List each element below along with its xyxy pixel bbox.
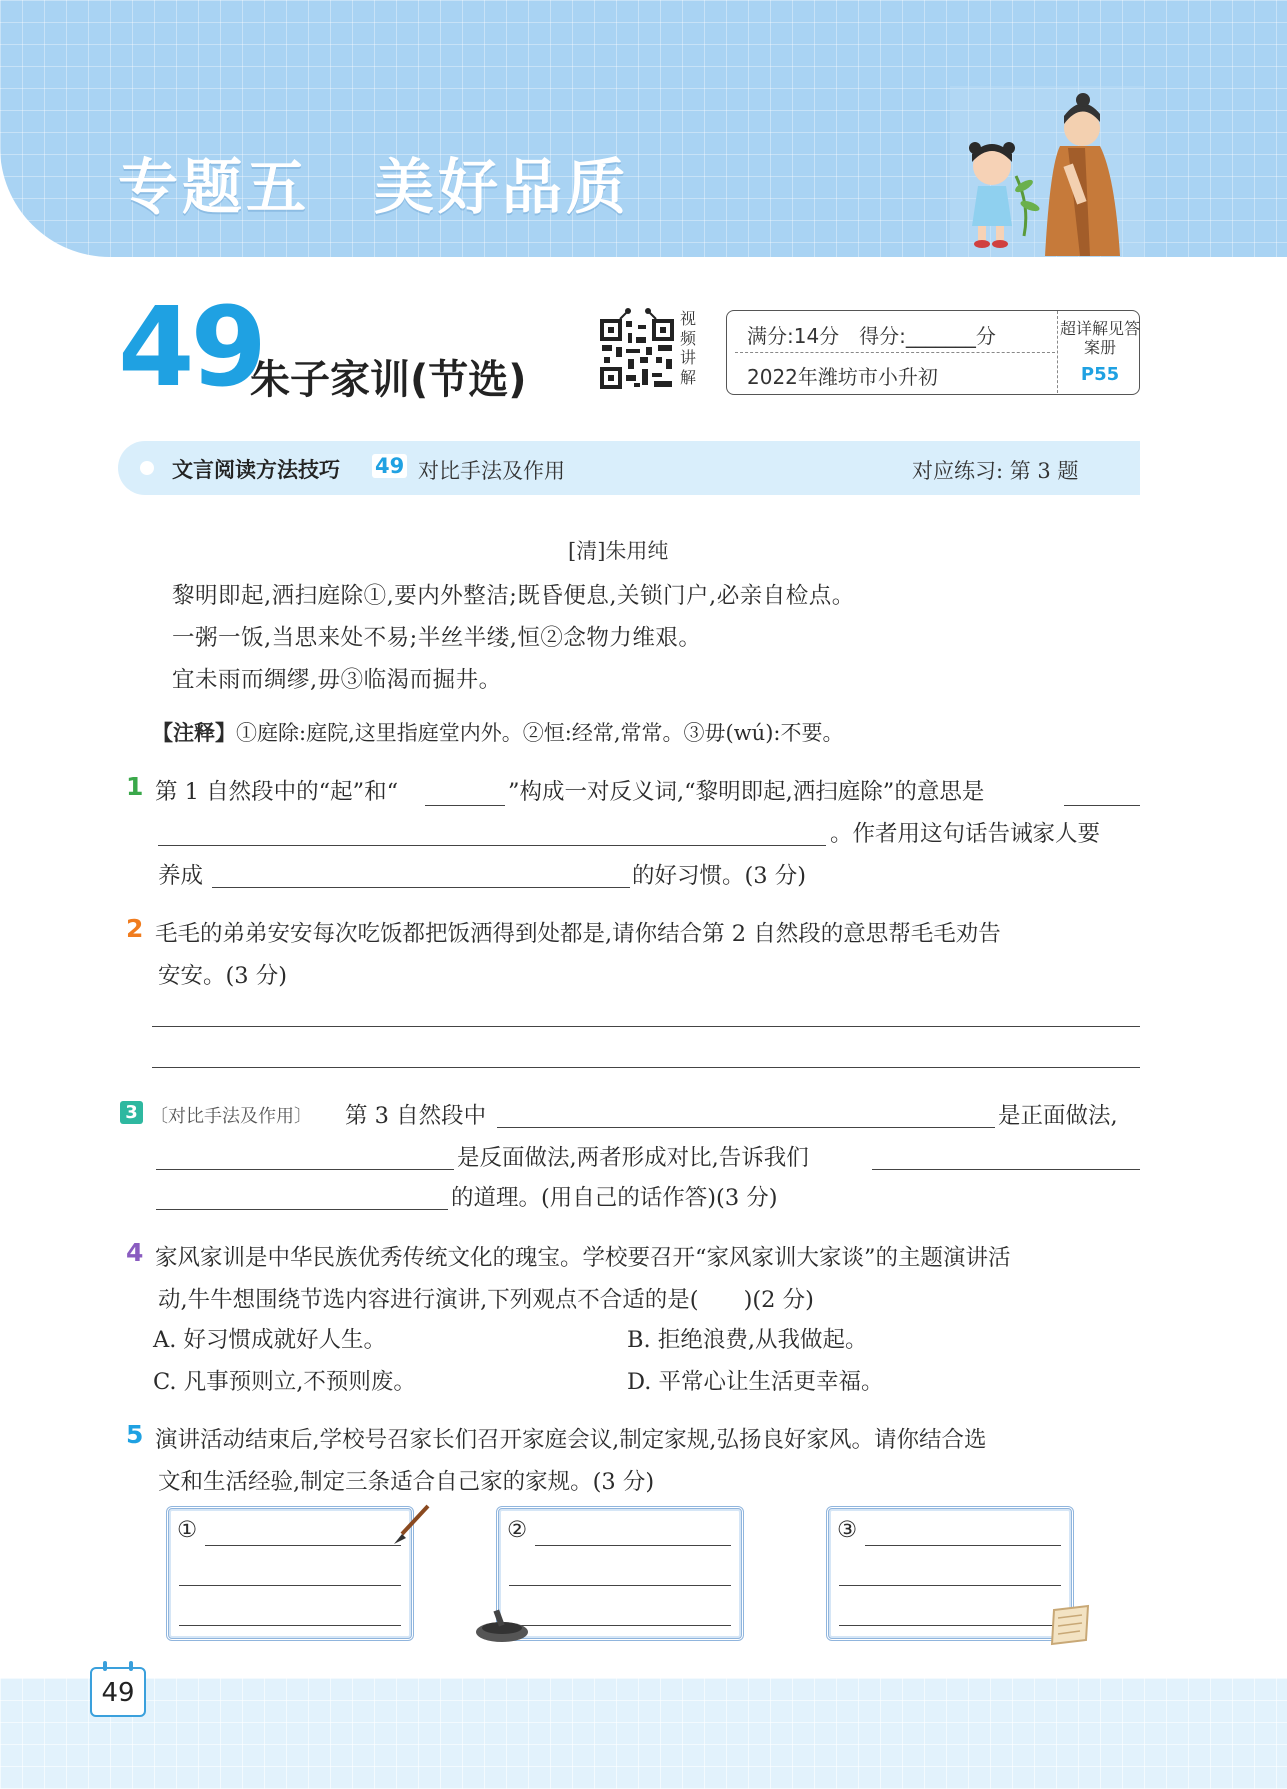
question-number: 3 — [120, 1101, 143, 1124]
calendar-ring-icon — [103, 1661, 107, 1671]
answer-page: P55 — [1080, 364, 1120, 385]
card-line[interactable] — [179, 1585, 401, 1586]
q4-option-a[interactable]: A. 好习惯成就好人生。 — [153, 1327, 387, 1353]
skill-title: 文言阅读方法技巧 — [172, 458, 340, 482]
brush-icon — [390, 1502, 434, 1546]
q5-text-a: 演讲活动结束后,学校号召家长们召开家庭会议,制定家规,弘扬良好家风。请你结合选 — [155, 1427, 987, 1453]
card-line[interactable] — [839, 1625, 1061, 1626]
score-box — [726, 310, 1140, 395]
lesson-number: 49 — [118, 283, 264, 411]
q3-text-b: 是正面做法, — [998, 1103, 1118, 1129]
q2-answer-line-2[interactable] — [152, 1067, 1140, 1068]
family-rule-card[interactable] — [496, 1506, 744, 1641]
q1-blank-meaning[interactable] — [158, 845, 826, 846]
q3-skill-tag: 〔对比手法及作用〕 — [150, 1106, 312, 1127]
score-divider — [735, 352, 1055, 353]
card-line[interactable] — [509, 1585, 731, 1586]
lesson-title: 朱子家训(节选) — [250, 357, 527, 403]
q3-text-d: 的道理。(用自己的话作答)(3 分) — [451, 1185, 778, 1211]
q3-blank-lesson-start[interactable] — [872, 1169, 1140, 1170]
q3-text-c: 是反面做法,两者形成对比,告诉我们 — [457, 1145, 809, 1171]
card-line[interactable] — [179, 1625, 401, 1626]
annotation — [152, 717, 843, 747]
q4-text-b: 动,牛牛想围绕节选内容进行演讲,下列观点不合适的是( )(2 分) — [158, 1287, 814, 1313]
page-number: 49 — [90, 1667, 146, 1717]
qr-label-char: 解 — [680, 367, 697, 387]
skill-number: 49 — [372, 454, 407, 478]
qr-label-char: 视 — [680, 309, 697, 328]
q2-text-a: 毛毛的弟弟安安每次吃饭都把饭洒得到处都是,请你结合第 2 自然段的意思帮毛毛劝告 — [155, 921, 1001, 947]
answer-label: 超详解见答案册 — [1060, 319, 1141, 357]
q3-blank-negative[interactable] — [156, 1169, 454, 1170]
q3-blank-lesson[interactable] — [156, 1209, 448, 1210]
card-index: ① — [177, 1517, 198, 1543]
q1-text-a: 第 1 自然段中的“起”和“ — [155, 779, 399, 805]
question-number: 2 — [126, 914, 144, 943]
question-number: 4 — [126, 1238, 144, 1267]
text-line-3: 宜未雨而绸缪,毋③临渴而掘井。 — [172, 667, 502, 693]
calendar-ring-icon — [129, 1661, 133, 1671]
card-index: ③ — [837, 1517, 858, 1543]
exam-source: 2022年潍坊市小升初 — [747, 365, 938, 389]
family-rule-card[interactable] — [826, 1506, 1074, 1641]
card-line[interactable] — [205, 1545, 401, 1546]
card-line[interactable] — [509, 1625, 731, 1626]
text-line-1: 黎明即起,洒扫庭除①,要内外整洁;既昏便息,关锁门户,必亲自检点。 — [172, 583, 855, 609]
skill-subtitle: 对比手法及作用 — [418, 459, 565, 483]
score-vertical-divider — [1057, 311, 1058, 393]
qr-label — [680, 309, 700, 387]
q3-text-a: 第 3 自然段中 — [345, 1103, 487, 1129]
scholar-child-illustration — [950, 86, 1145, 257]
q1-blank-antonym[interactable] — [425, 805, 505, 806]
q4-option-b[interactable]: B. 拒绝浪费,从我做起。 — [627, 1327, 868, 1353]
q1-text-d: 养成 — [158, 863, 204, 889]
qr-label-char: 讲 — [680, 348, 697, 367]
text-author: [清]朱用纯 — [568, 539, 669, 563]
text-line-2: 一粥一饭,当思来处不易;半丝半缕,恒②念物力维艰。 — [172, 625, 702, 651]
qr-code-icon[interactable] — [598, 307, 676, 391]
inkstone-icon — [474, 1608, 530, 1644]
qr-label-char: 频 — [680, 328, 697, 348]
q1-text-c: 。作者用这句话告诫家人要 — [830, 821, 1101, 847]
card-index: ② — [507, 1517, 528, 1543]
family-rule-card[interactable] — [166, 1506, 414, 1641]
q1-blank-meaning-start[interactable] — [1064, 805, 1140, 806]
topic-title: 专题五 美好品质 — [118, 153, 630, 223]
q4-text-a: 家风家训是中华民族优秀传统文化的瑰宝。学校要召开“家风家训大家谈”的主题演讲活 — [155, 1245, 1011, 1271]
scroll-icon — [1046, 1604, 1094, 1646]
q1-text-b: ”构成一对反义词,“黎明即起,洒扫庭除”的意思是 — [508, 779, 985, 805]
q1-text-e: 的好习惯。(3 分) — [632, 863, 807, 889]
practice-reference: 对应练习: 第 3 题 — [912, 459, 1079, 483]
q4-option-c[interactable]: C. 凡事预则立,不预则废。 — [153, 1369, 416, 1395]
bullet-dot-icon — [140, 461, 154, 475]
q1-blank-habit[interactable] — [212, 887, 630, 888]
footer-band — [0, 1678, 1287, 1789]
card-line[interactable] — [535, 1545, 731, 1546]
annotation-text: ①庭除:庭院,这里指庭堂内外。②恒:经常,常常。③毋(wú):不要。 — [236, 721, 844, 745]
q4-option-d[interactable]: D. 平常心让生活更幸福。 — [627, 1369, 884, 1395]
question-number: 1 — [126, 772, 144, 801]
card-line[interactable] — [865, 1545, 1061, 1546]
score-total: 满分:14分 得分:_______分 — [747, 324, 996, 348]
q2-text-b: 安安。(3 分) — [158, 963, 288, 989]
question-number: 5 — [126, 1420, 144, 1449]
annotation-label: 【注释】 — [152, 721, 236, 745]
q3-blank-positive[interactable] — [497, 1127, 995, 1128]
q5-text-b: 文和生活经验,制定三条适合自己家的家规。(3 分) — [158, 1469, 655, 1495]
card-line[interactable] — [839, 1585, 1061, 1586]
q2-answer-line-1[interactable] — [152, 1026, 1140, 1027]
